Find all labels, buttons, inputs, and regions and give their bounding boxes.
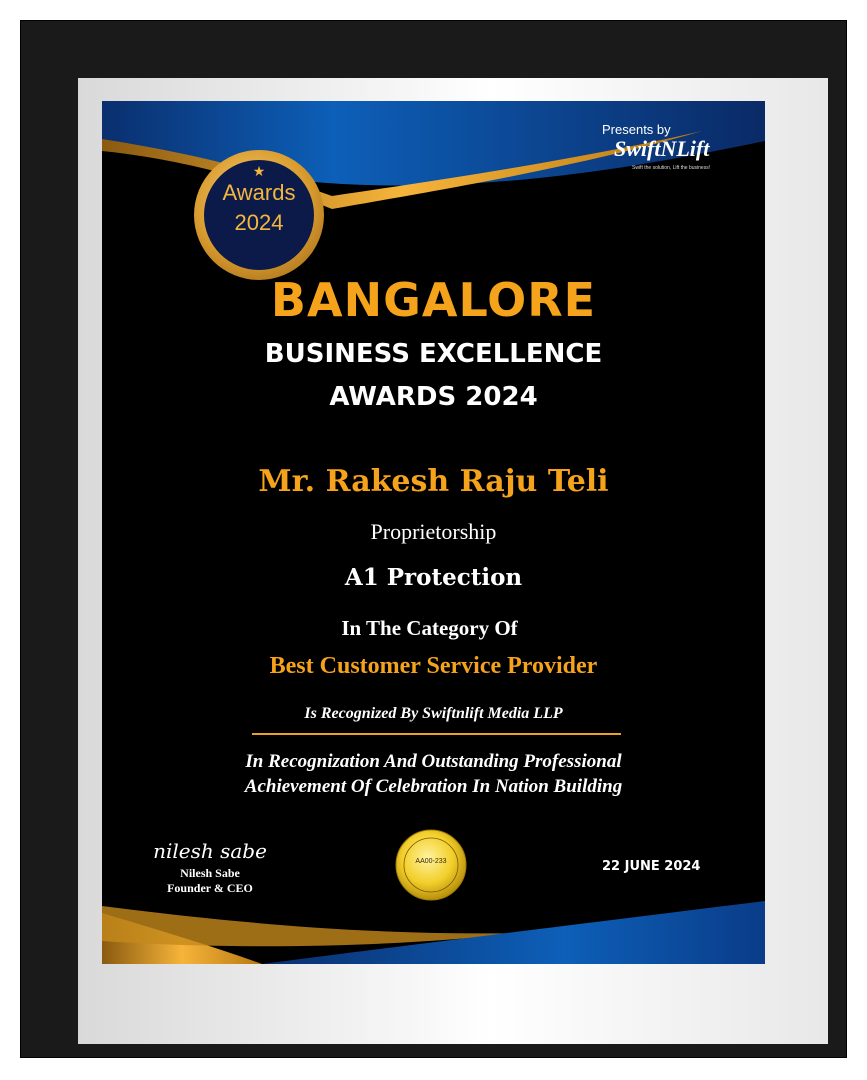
award-date: 22 JUNE 2024 (602, 859, 701, 874)
title-line-2: BUSINESS EXCELLENCE (264, 339, 603, 369)
brand-logo: SwiftNLift (614, 136, 710, 161)
recipient-name: Mr. Rakesh Raju Teli (258, 464, 609, 499)
seal-code: AA00-233 (415, 858, 447, 865)
awards-badge (194, 150, 324, 280)
divider (252, 733, 621, 735)
title-line-3: AWARDS 2024 (329, 382, 538, 412)
awards-badge-year: 2024 (234, 210, 284, 235)
company-name: A1 Protection (344, 564, 523, 591)
star-icon: ★ (252, 164, 266, 180)
recognized-by: Is Recognized By Swiftnlift Media LLP (304, 705, 563, 722)
description-line-1: In Recognization And Outstanding Professional (245, 751, 622, 772)
brand-tagline: Swift the solution, Lift the business! (632, 165, 711, 171)
certificate (102, 101, 765, 964)
awards-badge-label: Awards (222, 180, 296, 205)
category-label: In The Category Of (341, 616, 518, 640)
title-city: BANGALORE (270, 273, 597, 327)
business-type: Proprietorship (370, 519, 497, 544)
signatory-title: Founder & CEO (167, 881, 253, 895)
gold-seal-icon (394, 828, 468, 902)
category-name: Best Customer Service Provider (269, 653, 598, 679)
signature: nilesh sabe (153, 839, 267, 863)
presents-by-label: Presents by (602, 122, 671, 137)
signatory-name: Nilesh Sabe (180, 866, 240, 880)
description-line-2: Achievement Of Celebration In Nation Building (244, 776, 623, 797)
